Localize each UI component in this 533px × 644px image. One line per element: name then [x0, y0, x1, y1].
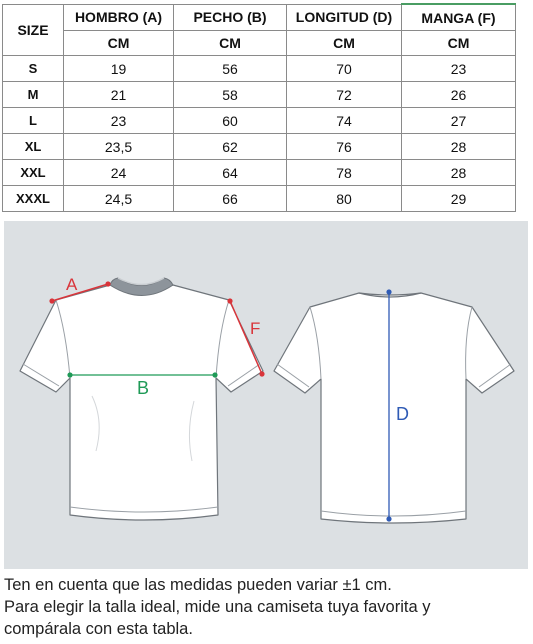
size-cell: XXL [3, 160, 64, 186]
manga-column-header: MANGA (F) [402, 4, 516, 31]
size-cell: XL [3, 134, 64, 160]
table-row [3, 186, 516, 212]
table-row [3, 82, 516, 108]
measure-point-a1 [49, 298, 54, 303]
label-d: D [396, 404, 409, 424]
pecho-cell: 66 [174, 186, 287, 212]
label-f: F [250, 319, 261, 338]
measure-point-d2 [386, 516, 391, 521]
pecho-cell: 60 [174, 108, 287, 134]
hombro-cell: 21 [64, 82, 174, 108]
label-b: B [137, 378, 150, 398]
hombro-cell: 23 [64, 108, 174, 134]
pecho-cell: 56 [174, 56, 287, 82]
measure-point-b1 [67, 372, 72, 377]
longitud-cell: 78 [287, 160, 402, 186]
pecho-unit: CM [174, 31, 287, 56]
hombro-cell: 23,5 [64, 134, 174, 160]
size-cell: S [3, 56, 64, 82]
longitud-column-header: LONGITUD (D) [287, 4, 402, 31]
size-cell: L [3, 108, 64, 134]
diagram-svg [4, 221, 528, 569]
note-line-2: Para elegir la talla ideal, mide una camiseta tuya favorita y [4, 598, 431, 616]
measure-point-d1 [386, 289, 391, 294]
manga-cell: 28 [402, 134, 516, 160]
note-line-1: Ten en cuenta que las medidas pueden variar ±1 cm. [4, 576, 392, 594]
size-cell: XXXL [3, 186, 64, 212]
longitud-unit: CM [287, 31, 402, 56]
manga-cell: 23 [402, 56, 516, 82]
hombro-cell: 19 [64, 56, 174, 82]
note-line-3: compárala con esta tabla. [4, 620, 193, 638]
table-row [3, 160, 516, 186]
manga-unit: CM [402, 31, 516, 56]
longitud-cell: 70 [287, 56, 402, 82]
size-cell: M [3, 82, 64, 108]
table-row [3, 56, 516, 82]
hombro-column-header: HOMBRO (A) [64, 4, 174, 31]
longitud-cell: 72 [287, 82, 402, 108]
front-shirt-body [20, 285, 263, 520]
measurement-note [4, 574, 531, 640]
measure-point-a2 [105, 281, 110, 286]
manga-cell: 27 [402, 108, 516, 134]
back-shirt [274, 289, 514, 523]
longitud-cell: 80 [287, 186, 402, 212]
label-a: A [66, 275, 78, 294]
size-chart-table [2, 3, 516, 212]
hombro-cell: 24,5 [64, 186, 174, 212]
back-shirt-body [274, 293, 514, 523]
measure-point-b2 [212, 372, 217, 377]
manga-cell: 28 [402, 160, 516, 186]
front-shirt [20, 275, 265, 520]
header-row [3, 4, 516, 31]
table-row [3, 108, 516, 134]
hombro-cell: 24 [64, 160, 174, 186]
manga-cell: 29 [402, 186, 516, 212]
table-row [3, 134, 516, 160]
measure-point-f2 [259, 371, 264, 376]
size-column-header: SIZE [3, 4, 64, 56]
pecho-column-header: PECHO (B) [174, 4, 287, 31]
pecho-cell: 58 [174, 82, 287, 108]
pecho-cell: 64 [174, 160, 287, 186]
manga-cell: 26 [402, 82, 516, 108]
longitud-cell: 76 [287, 134, 402, 160]
measure-point-f1 [227, 298, 232, 303]
unit-row [3, 31, 516, 56]
tshirt-measurement-diagram [4, 221, 528, 569]
hombro-unit: CM [64, 31, 174, 56]
longitud-cell: 74 [287, 108, 402, 134]
pecho-cell: 62 [174, 134, 287, 160]
